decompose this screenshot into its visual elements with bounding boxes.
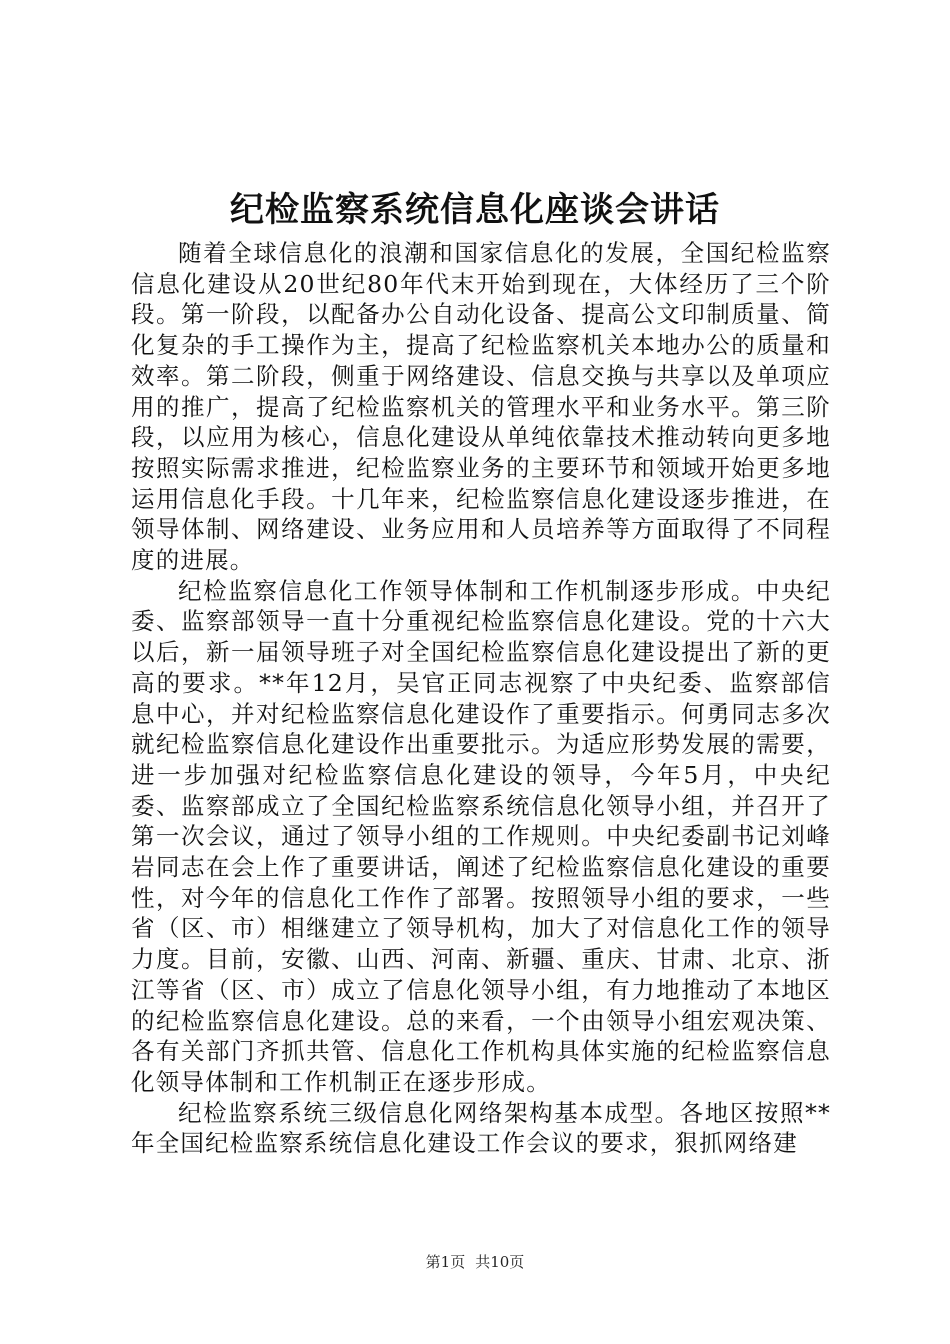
paragraph-3: 纪检监察系统三级信息化网络架构基本成型。各地区按照**年全国纪检监察系统信息化建设工作会议的要求，狠抓网络建 <box>131 1098 831 1158</box>
page-footer <box>0 1252 950 1272</box>
document-title: 纪检监察系统信息化座谈会讲话 <box>230 190 720 230</box>
paragraph-1: 随着全球信息化的浪潮和国家信息化的发展，全国纪检监察信息化建设从20世纪80年代末开始到现在，大体经历了三个阶段。第一阶段，以配备办公自动化设备、提高公文印制质量、简化复杂的手工操作为主，提高了纪检监察机关本地办公的质量和效率。第二阶段，侧重于网络建设、信息交换与共享以及单项应用的推广，提高了纪检监察机关的管理水平和业务水平。第三阶段，以应用为核心，信息化建设从单纯依靠技术推动转向更多地按照实际需求推进，纪检监察业务的主要环节和领域开始更多地运用信息化手段。十几年来，纪检监察信息化建设逐步推进，在领导体制、网络建设、业务应用和人员培养等方面取得了不同程度的进展。 <box>131 239 831 575</box>
document-body <box>131 238 831 1159</box>
page-total: 共10页 <box>475 1253 525 1271</box>
paragraph-2: 纪检监察信息化工作领导体制和工作机制逐步形成。中央纪委、监察部领导一直十分重视纪检监察信息化建设。党的十六大以后，新一届领导班子对全国纪检监察信息化建设提出了新的更高的要求。**年12月，吴官正同志视察了中央纪委、监察部信息中心，并对纪检监察信息化建设作了重要指示。何勇同志多次就纪检监察信息化建设作出重要批示。为适应形势发展的需要，进一步加强对纪检监察信息化建设的领导，今年5月，中央纪委、监察部成立了全国纪检监察系统信息化领导小组，并召开了第一次会议，通过了领导小组的工作规则。中央纪委副书记刘峰岩同志在会上作了重要讲话，阐述了纪检监察信息化建设的重要性，对今年的信息化工作作了部署。按照领导小组的要求，一些省（区、市）相继建立了领导机构，加大了对信息化工作的领导力度。目前，安徽、山西、河南、新疆、重庆、甘肃、北京、浙江等省（区、市）成立了信息化领导小组，有力地推动了本地区的纪检监察信息化建设。总的来看，一个由领导小组宏观决策、各有关部门齐抓共管、信息化工作机构具体实施的纪检监察信息化领导体制和工作机制正在逐步形成。 <box>131 576 831 1096</box>
page-number: 第1页 <box>425 1253 466 1271</box>
